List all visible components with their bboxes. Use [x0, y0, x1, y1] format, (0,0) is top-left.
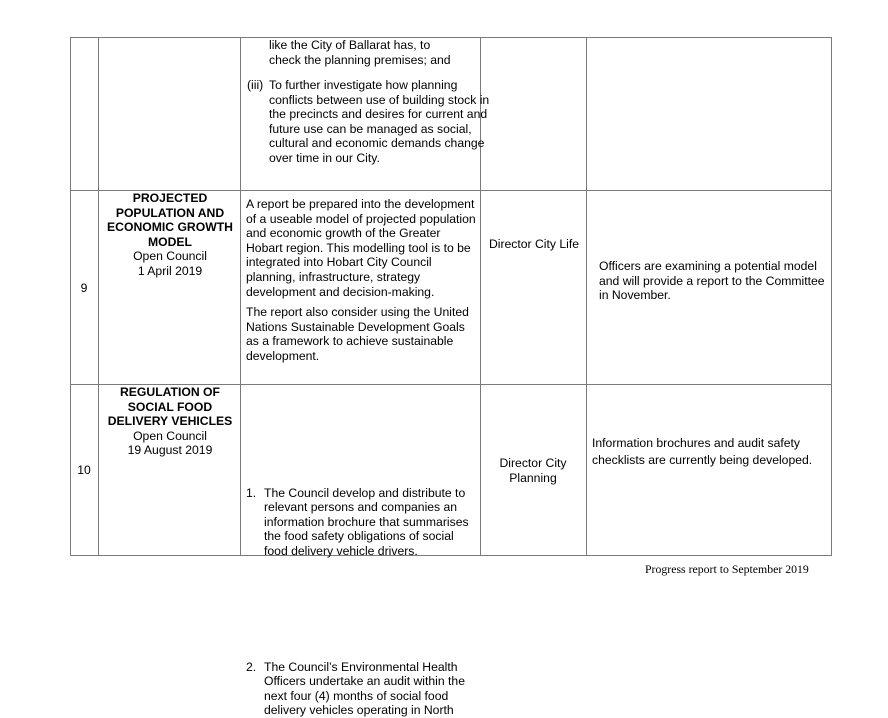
list-marker: 2. [246, 659, 257, 674]
row-10-status: Information brochures and audit safety checklists are currently being developed. [592, 436, 813, 467]
column-divider [586, 38, 587, 555]
row-10-item-1 [246, 486, 474, 559]
column-divider [98, 38, 99, 555]
row-8-line: like the City of Ballarat has, to [269, 38, 431, 52]
row-10-title-cell [101, 385, 239, 458]
row-8-item-iii [247, 78, 491, 166]
row-8-resolution-continued [269, 38, 484, 67]
row-10-item-2 [246, 660, 480, 718]
row-10-date: 19 August 2019 [127, 443, 213, 458]
row-9-number: 9 [80, 281, 88, 295]
row-8-line: check the planning premises; and [269, 52, 451, 67]
list-item-text: To further investigate how planning conflicts between use of building stock in the precincts and desires for current and future use can be managed as social, cultural and economic demands change over time in our City. [269, 78, 490, 165]
row-9-resolution-paragraph: A report be prepared into the development of a useable model of projected population and economic growth of the Greater Hobart region. This modelling tool is to be integrated into Hobart City Council planning, infrastructure, strategy development and decision-making. [246, 197, 476, 299]
row-9-resolution [246, 197, 478, 364]
column-divider [240, 38, 241, 555]
row-9-date: 1 April 2019 [137, 263, 203, 278]
row-9-title: PROJECTED POPULATION AND ECONOMIC GROWTH MODEL [107, 191, 233, 249]
row-10-number: 10 [77, 463, 91, 477]
row-9-resolution-paragraph: The report also consider using the United Nations Sustainable Development Goals as a framework to achieve sustainable development. [246, 305, 469, 363]
row-9-responsibility: Director City Life [488, 237, 580, 251]
row-10-meeting: Open Council [133, 428, 207, 443]
page-footer: Progress report to September 2019 [645, 562, 809, 576]
row-9-status: Officers are examining a potential model and will provide a report to the Committee in November. [599, 259, 825, 303]
list-marker: 1. [246, 485, 257, 500]
row-9-meeting: Open Council [133, 249, 207, 264]
row-9-title-cell [101, 191, 239, 279]
list-item-text: The Council develop and distribute to relevant persons and companies an information brochure that summarises the food safety obligations of social food delivery vehicle drivers. [264, 485, 469, 558]
row-10-responsibility: Director City Planning [499, 456, 567, 485]
list-item-text: The Council’s Environmental Health Officers undertake an audit within the next four (4) months of social food delivery vehicles operating in North [264, 659, 465, 718]
row-10-title: REGULATION OF SOCIAL FOOD DELIVERY VEHICLES [107, 385, 233, 429]
list-marker: (iii) [247, 78, 264, 92]
